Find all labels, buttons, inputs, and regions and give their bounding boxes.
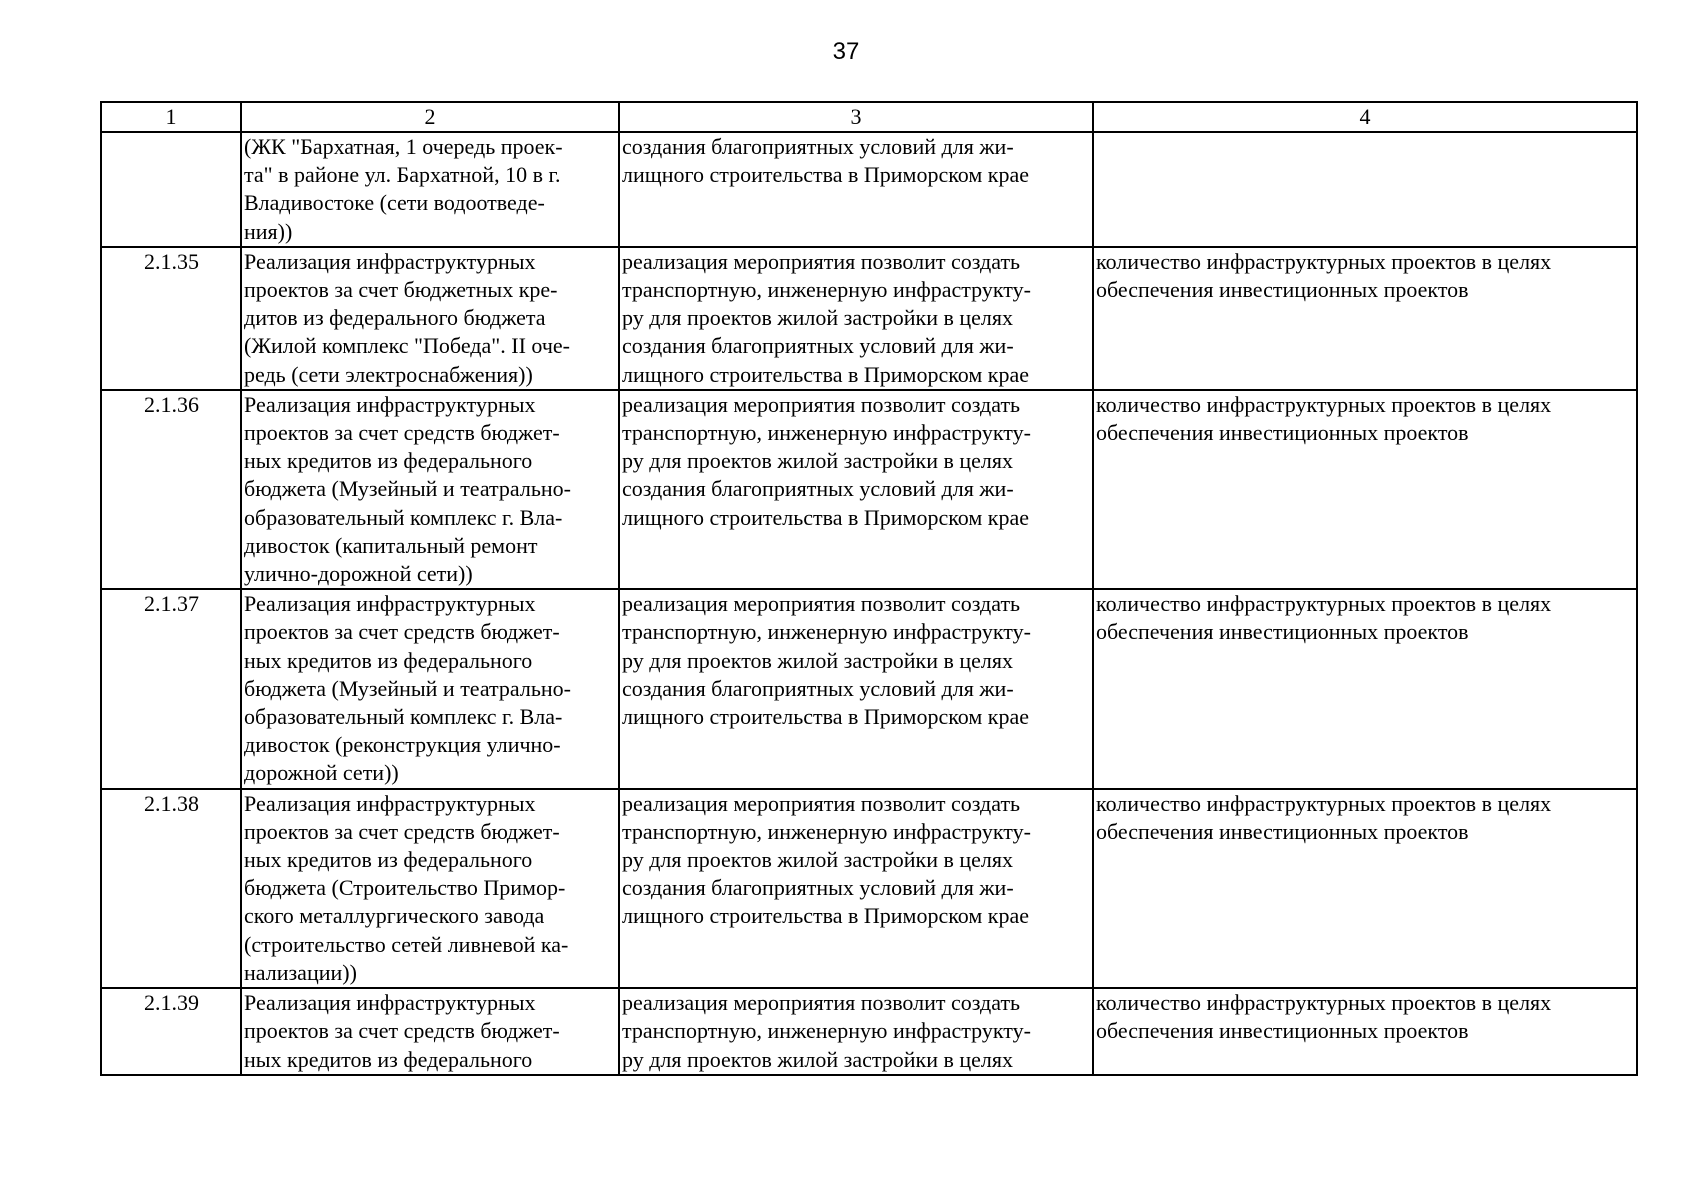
measure-name-cell: [241, 988, 619, 1075]
cell-text-line: образовательный комплекс г. Вла-: [244, 504, 563, 530]
cell-text-line: проектов за счет бюджетных кре-: [244, 277, 558, 303]
cell-text-line: обеспечения инвестиционных проектов: [1096, 619, 1469, 645]
cell-text-line: обеспечения инвестиционных проектов: [1096, 277, 1469, 303]
cell-text-line: проектов за счет средств бюджет-: [244, 818, 560, 844]
expected-result-cell: [619, 589, 1093, 788]
cell-text-line: Реализация инфраструктурных: [244, 248, 536, 274]
cell-text-line: транспортную, инженерную инфраструкту-: [622, 277, 1031, 303]
page-number: 37: [832, 38, 860, 65]
row-number-cell: 2.1.38: [101, 789, 241, 988]
cell-text-line: Реализация инфраструктурных: [244, 790, 536, 816]
indicator-cell: [1093, 589, 1637, 788]
cell-text-line: нализации)): [244, 959, 357, 985]
cell-text-line: ных кредитов из федерального: [244, 647, 533, 673]
cell-text-line: обеспечения инвестиционных проектов: [1096, 818, 1469, 844]
cell-text-line: транспортную, инженерную инфраструкту-: [622, 420, 1031, 446]
cell-text-line: количество инфраструктурных проектов в целях: [1096, 591, 1552, 617]
column-header-3: 3: [619, 102, 1093, 132]
table-row: [101, 390, 1637, 589]
cell-text-line: ру для проектов жилой застройки в целях: [622, 847, 1014, 873]
table-row: [101, 589, 1637, 788]
table-row: [101, 988, 1637, 1075]
cell-text-line: бюджета (Музейный и театрально-: [244, 476, 571, 502]
indicator-cell: [1093, 988, 1637, 1075]
column-header-2: 2: [241, 102, 619, 132]
expected-result-cell: [619, 132, 1093, 247]
cell-text-line: реализация мероприятия позволит создать: [622, 591, 1021, 617]
cell-text-line: реализация мероприятия позволит создать: [622, 391, 1021, 417]
column-header-4: 4: [1093, 102, 1637, 132]
cell-text-line: лищного строительства в Приморском крае: [622, 504, 1030, 530]
row-number-cell: 2.1.36: [101, 390, 241, 589]
cell-text-line: улично-дорожной сети)): [244, 561, 473, 587]
cell-text-line: лищного строительства в Приморском крае: [622, 704, 1030, 730]
document-table: [100, 101, 1638, 1076]
cell-text-line: количество инфраструктурных проектов в целях: [1096, 248, 1552, 274]
measure-name-cell: [241, 789, 619, 988]
cell-text-line: проектов за счет средств бюджет-: [244, 420, 560, 446]
cell-text-line: дивосток (реконструкция улично-: [244, 732, 561, 758]
column-header-1: 1: [101, 102, 241, 132]
cell-text-line: ния)): [244, 218, 293, 244]
cell-text-line: обеспечения инвестиционных проектов: [1096, 1018, 1469, 1044]
cell-text-line: лищного строительства в Приморском крае: [622, 903, 1030, 929]
cell-text-line: количество инфраструктурных проектов в целях: [1096, 790, 1552, 816]
table-row: [101, 132, 1637, 247]
cell-text-line: редь (сети электроснабжения)): [244, 361, 533, 387]
cell-text-line: та" в районе ул. Бархатной, 10 в г.: [244, 162, 561, 188]
cell-text-line: транспортную, инженерную инфраструкту-: [622, 1018, 1031, 1044]
cell-text-line: лищного строительства в Приморском крае: [622, 162, 1030, 188]
expected-result-cell: [619, 988, 1093, 1075]
cell-text-line: ных кредитов из федерального: [244, 448, 533, 474]
cell-text-line: (ЖК "Бархатная, 1 очередь проек-: [244, 134, 563, 159]
row-number-cell: [101, 132, 241, 247]
cell-text-line: (строительство сетей ливневой ка-: [244, 931, 569, 957]
cell-text-line: дорожной сети)): [244, 760, 399, 786]
cell-text-line: дивосток (капитальный ремонт: [244, 532, 538, 558]
measure-name-cell: [241, 132, 619, 247]
cell-text-line: Реализация инфраструктурных: [244, 591, 536, 617]
cell-text-line: реализация мероприятия позволит создать: [622, 790, 1021, 816]
cell-text-line: Владивостоке (сети водоотведе-: [244, 190, 545, 216]
cell-text-line: ных кредитов из федерального: [244, 1046, 533, 1072]
table-body: [101, 102, 1637, 1075]
cell-text-line: создания благоприятных условий для жи-: [622, 675, 1014, 701]
cell-text-line: количество инфраструктурных проектов в целях: [1096, 990, 1552, 1016]
measure-name-cell: [241, 247, 619, 390]
expected-result-cell: [619, 789, 1093, 988]
cell-text-line: создания благоприятных условий для жи-: [622, 476, 1014, 502]
cell-text-line: ру для проектов жилой застройки в целях: [622, 1046, 1014, 1072]
cell-text-line: ру для проектов жилой застройки в целях: [622, 305, 1014, 331]
cell-text-line: дитов из федерального бюджета: [244, 305, 546, 331]
cell-text-line: проектов за счет средств бюджет-: [244, 1018, 560, 1044]
indicator-cell: [1093, 390, 1637, 589]
cell-text-line: реализация мероприятия позволит создать: [622, 990, 1021, 1016]
cell-text-line: создания благоприятных условий для жи-: [622, 875, 1014, 901]
cell-text-line: бюджета (Строительство Примор-: [244, 875, 566, 901]
cell-text-line: ру для проектов жилой застройки в целях: [622, 448, 1014, 474]
cell-text-line: ных кредитов из федерального: [244, 847, 533, 873]
row-number-cell: 2.1.39: [101, 988, 241, 1075]
measure-name-cell: [241, 589, 619, 788]
indicator-cell: [1093, 132, 1637, 247]
row-number-cell: 2.1.35: [101, 247, 241, 390]
cell-text-line: Реализация инфраструктурных: [244, 391, 536, 417]
row-number-cell: 2.1.37: [101, 589, 241, 788]
table-row: [101, 247, 1637, 390]
table-header-row: [101, 102, 1637, 132]
cell-text-line: бюджета (Музейный и театрально-: [244, 675, 571, 701]
indicator-cell: [1093, 789, 1637, 988]
cell-text-line: (Жилой комплекс "Победа". II оче-: [244, 333, 570, 359]
cell-text-line: образовательный комплекс г. Вла-: [244, 704, 563, 730]
expected-result-cell: [619, 390, 1093, 589]
measure-name-cell: [241, 390, 619, 589]
cell-text-line: обеспечения инвестиционных проектов: [1096, 420, 1469, 446]
table-row: [101, 789, 1637, 988]
cell-text-line: ру для проектов жилой застройки в целях: [622, 647, 1014, 673]
cell-text-line: создания благоприятных условий для жи-: [622, 134, 1014, 159]
cell-text-line: проектов за счет средств бюджет-: [244, 619, 560, 645]
expected-result-cell: [619, 247, 1093, 390]
cell-text-line: транспортную, инженерную инфраструкту-: [622, 818, 1031, 844]
cell-text-line: лищного строительства в Приморском крае: [622, 361, 1030, 387]
cell-text-line: количество инфраструктурных проектов в целях: [1096, 391, 1552, 417]
indicator-cell: [1093, 247, 1637, 390]
cell-text-line: ского металлургического завода: [244, 903, 545, 929]
cell-text-line: транспортную, инженерную инфраструкту-: [622, 619, 1031, 645]
cell-text-line: реализация мероприятия позволит создать: [622, 248, 1021, 274]
cell-text-line: Реализация инфраструктурных: [244, 990, 536, 1016]
cell-text-line: создания благоприятных условий для жи-: [622, 333, 1014, 359]
